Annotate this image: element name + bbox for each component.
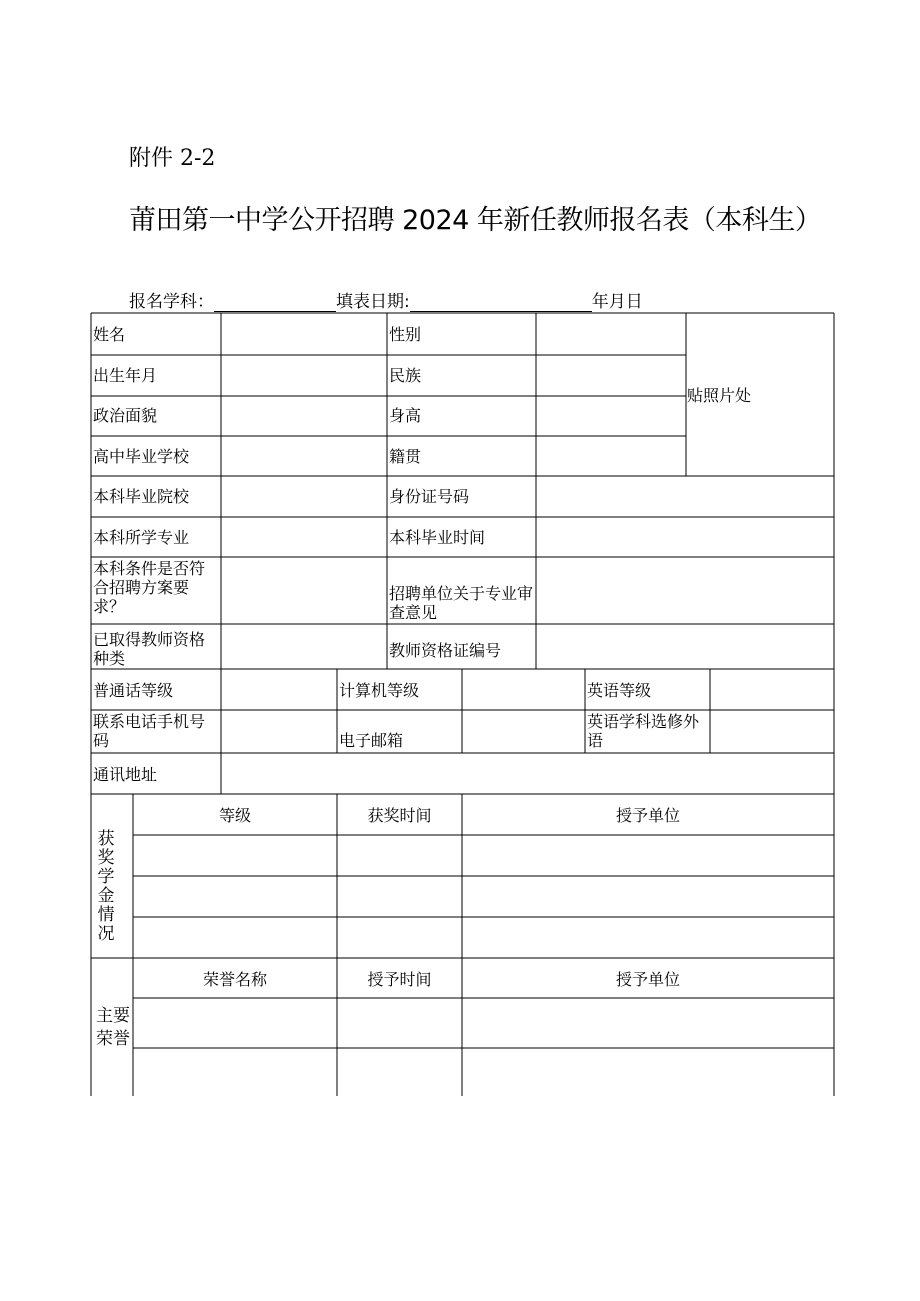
subject-label: 报名学科： xyxy=(129,292,214,312)
label-computer: 计算机等级 xyxy=(339,681,420,700)
label-address: 通讯地址 xyxy=(93,765,158,784)
label-id-number: 身份证号码 xyxy=(389,487,470,506)
label-email: 电子邮箱 xyxy=(339,731,404,750)
awards-section-label xyxy=(95,830,117,944)
form-title: 莆田第一中学公开招聘 2024 年新任教师报名表（本科生） xyxy=(129,205,822,236)
label-name: 姓名 xyxy=(93,325,126,344)
awards-header-level: 等级 xyxy=(218,806,251,825)
label-cert-number: 教师资格证编号 xyxy=(389,641,502,660)
awards-label-text: 获奖学金情况 xyxy=(97,829,115,944)
label-native-place: 籍贯 xyxy=(389,447,422,466)
date-label: 填表日期: xyxy=(336,292,410,312)
label-gender: 性别 xyxy=(389,325,422,344)
honors-label-text: 主要荣誉 xyxy=(96,1006,130,1049)
label-meets-requirements: 本科条件是否符合招聘方案要求？ xyxy=(93,559,206,616)
label-political: 政治面貌 xyxy=(93,406,158,425)
label-college: 本科毕业院校 xyxy=(93,487,190,506)
label-dept-opinion: 招聘单位关于专业审查意见 xyxy=(389,584,534,622)
honors-header-unit: 授予单位 xyxy=(615,970,680,989)
honors-header-time: 授予时间 xyxy=(367,970,432,989)
label-height: 身高 xyxy=(389,406,422,425)
attachment-label: 附件 2-2 xyxy=(129,146,216,171)
honors-header-name: 荣誉名称 xyxy=(202,970,267,989)
awards-header-unit: 授予单位 xyxy=(615,806,680,825)
label-grad-time: 本科毕业时间 xyxy=(389,528,486,547)
label-mandarin: 普通话等级 xyxy=(93,681,174,700)
photo-placeholder: 贴照片处 xyxy=(687,386,752,405)
label-ethnicity: 民族 xyxy=(389,366,422,385)
label-english: 英语等级 xyxy=(587,681,652,700)
label-birth: 出生年月 xyxy=(93,366,158,385)
label-cert-type: 已取得教师资格种类 xyxy=(93,630,206,668)
label-major: 本科所学专业 xyxy=(93,528,190,547)
label-elective-language: 英语学科选修外语 xyxy=(587,712,700,750)
honors-section-label xyxy=(94,1005,132,1051)
awards-header-time: 获奖时间 xyxy=(367,806,432,825)
date-suffix: 年月日 xyxy=(591,292,643,312)
label-high-school: 高中毕业学校 xyxy=(93,447,190,466)
label-phone: 联系电话手机号码 xyxy=(93,712,206,750)
